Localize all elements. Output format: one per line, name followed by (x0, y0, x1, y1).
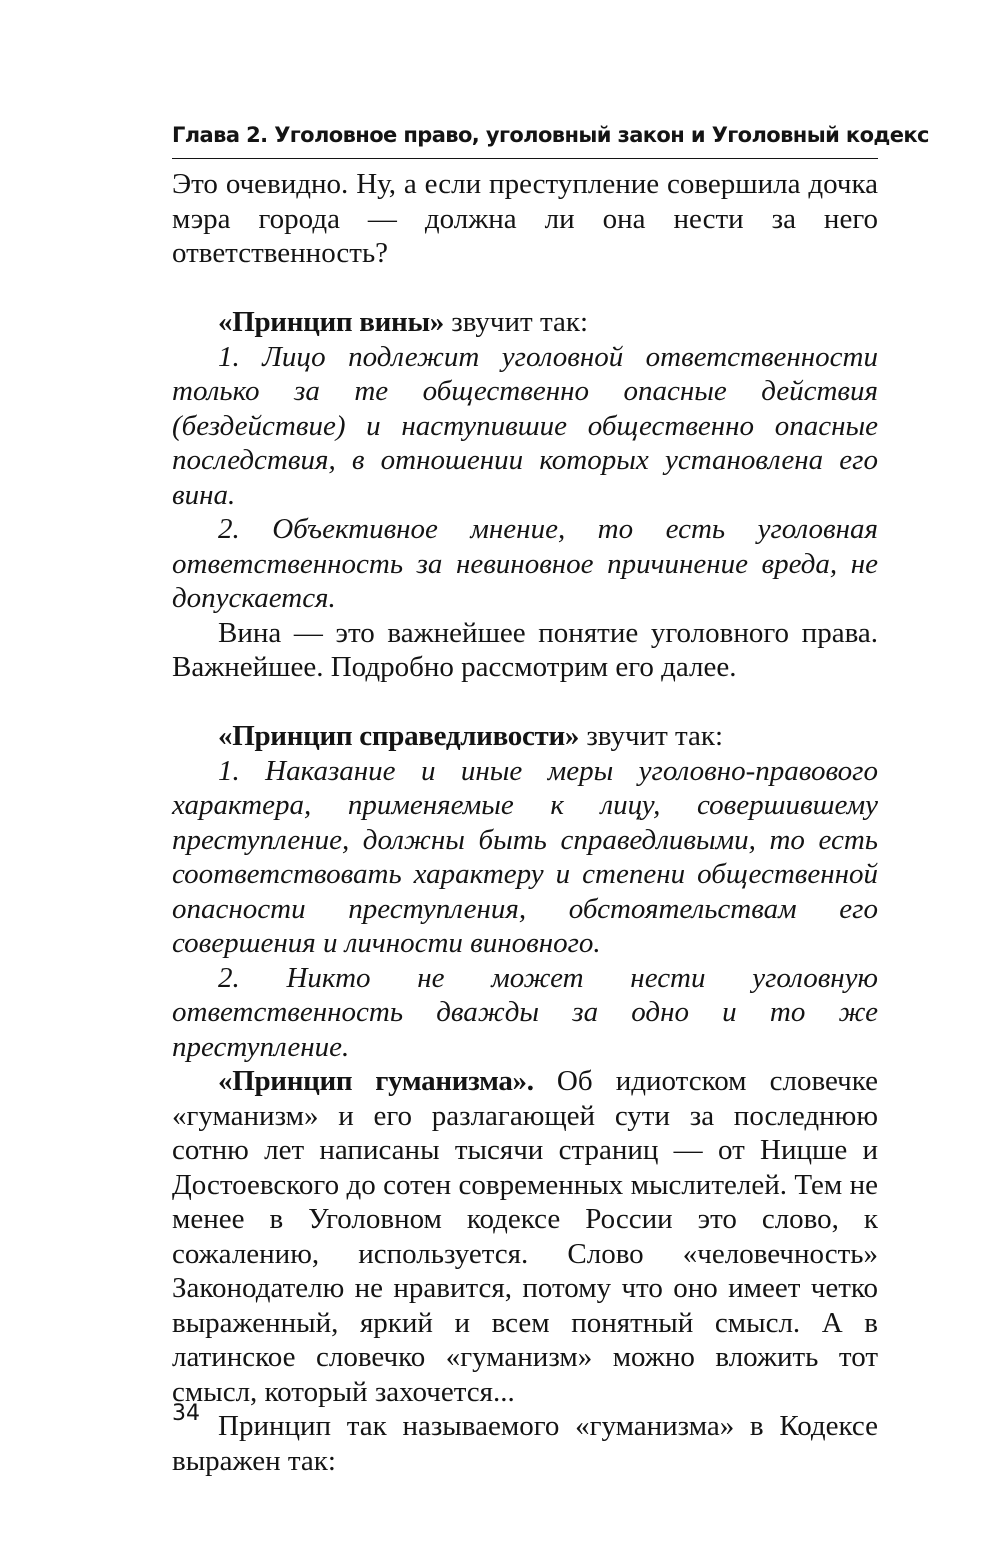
guilt-comment: Вина — это важнейшее понятие уголовного права. Важнейшее. Подробно рассмотрим его далее. (172, 616, 878, 683)
running-head: Глава 2. Уголовное право, уголовный закон и Уголовный кодекс (172, 118, 878, 159)
justice-principle-intro-text: звучит так: (579, 720, 724, 752)
guilt-principle-intro (172, 305, 878, 340)
humanism-paragraph (172, 1064, 878, 1409)
guilt-principle-intro-text: звучит так: (444, 306, 588, 338)
paragraph-question: Это очевидно. Ну, а если преступление совершила дочка мэра города — должна ли она нести за него ответственность? (172, 168, 878, 269)
justice-principle-title: «Принцип справедливости» (218, 720, 580, 752)
humanism-text: Об идиотском словечке «гуманизм» и его разлагающей сути за последнюю сотню лет написаны тысячи страниц — от Ницше и Достоевского до сотен современных мыслителей. Тем не менее в Уголовном кодексе России это слово, к сожалению, используется. Слово «человечность» Законодателю не нравится, потому что оно имеет четко выраженный, яркий и всем понятный смысл. А в латинское словечко «гуманизм» можно вложить тот смысл, который захочется... (172, 1065, 878, 1408)
page-body (172, 167, 878, 1478)
humanism-closing: Принцип так называемого «гуманизма» в Кодексе выражен так: (172, 1410, 878, 1477)
humanism-principle-title: «Принцип гуманизма». (218, 1065, 534, 1097)
justice-principle-intro (172, 719, 878, 754)
book-page (172, 118, 929, 1478)
guilt-principle-title: «Принцип вины» (218, 306, 445, 338)
justice-principle-item-2: 2. Никто не может нести уголовную ответственность дважды за одно и то же преступление. (172, 961, 878, 1063)
guilt-principle-item-2: 2. Объективное мнение, то есть уголовная ответственность за невиновное причинение вреда, не допускается. (172, 513, 878, 614)
guilt-principle-item-1: 1. Лицо подлежит уголовной ответственности только за те общественно опасные действия (бездействие) и наступившие общественно опасные последствия, в отношении которых установлена его вина. (172, 340, 878, 511)
blank-line (172, 271, 878, 306)
justice-principle-item-1: 1. Наказание и иные меры уголовно-правового характера, применяемые к лицу, совершившему преступление, должны быть справедливыми, то есть соответствовать характеру и степени общественной опасности преступления, обстоятельствам его совершения и личности виновного. (172, 754, 878, 959)
blank-line (172, 685, 878, 720)
page-number: 34 (172, 1401, 200, 1426)
